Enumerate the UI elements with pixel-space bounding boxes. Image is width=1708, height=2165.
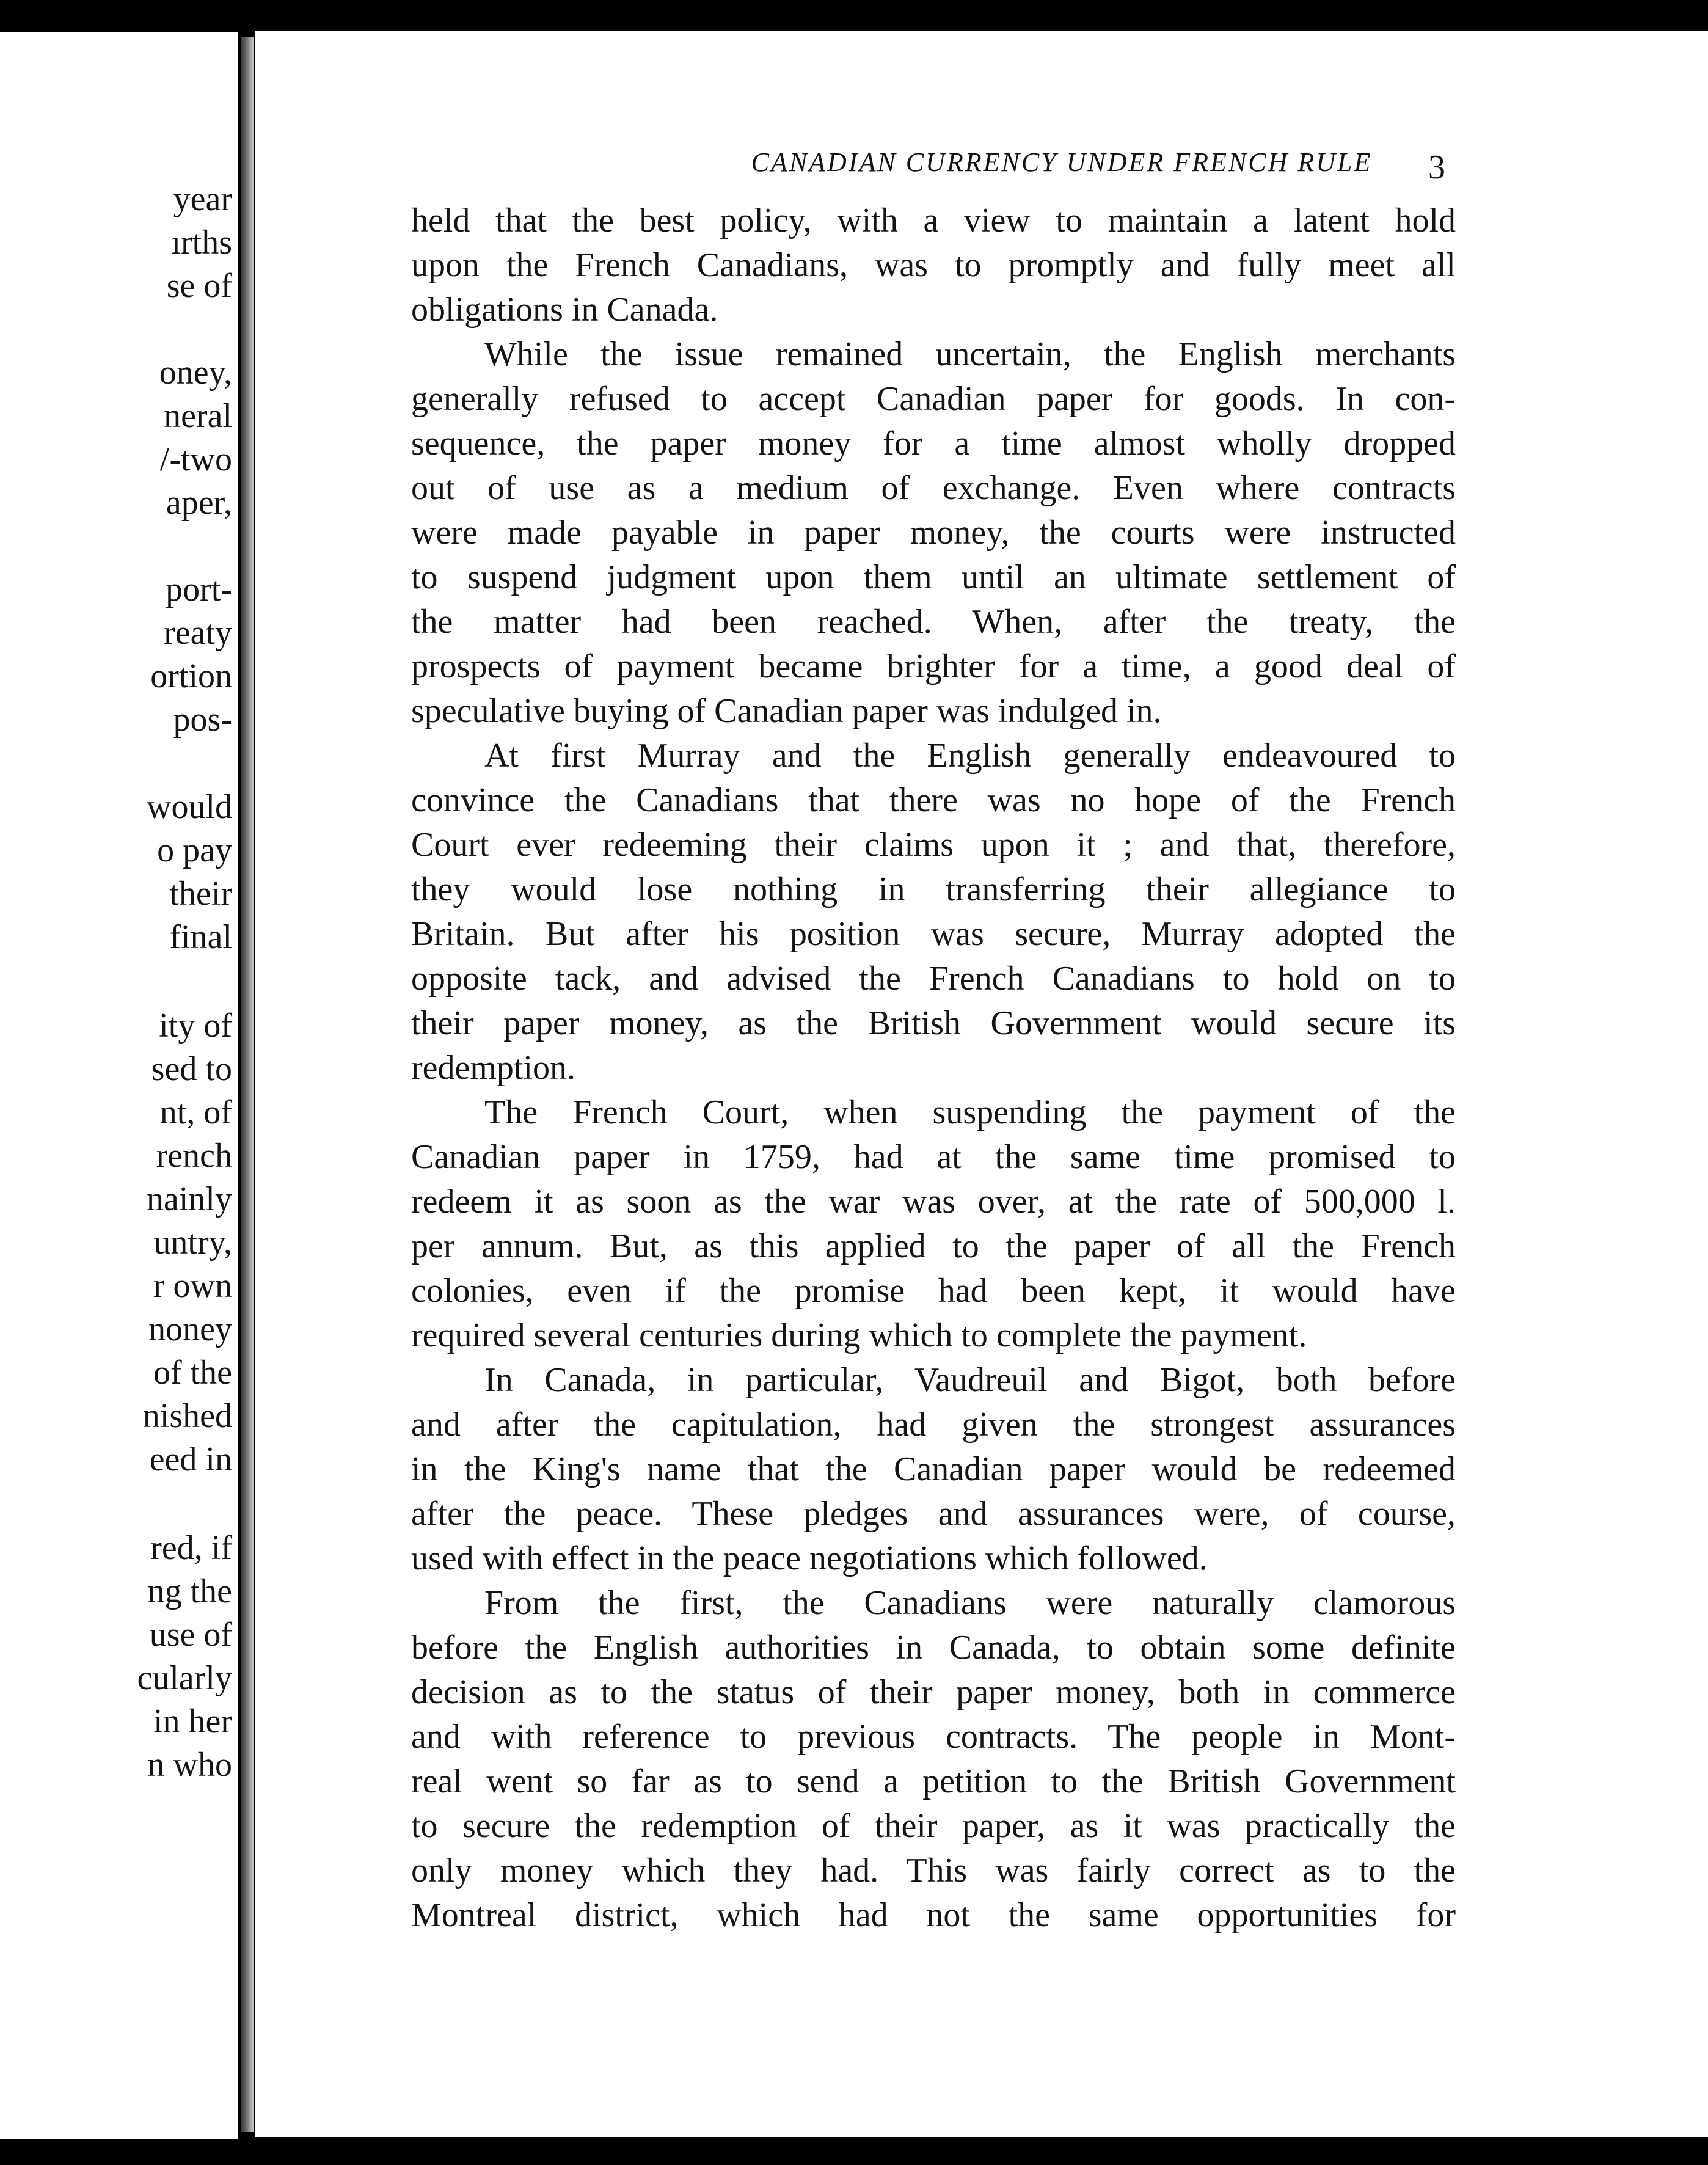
text-line: The French Court, when suspending the payment of the xyxy=(484,1093,1456,1131)
left-page-text-fragment: r own xyxy=(153,1267,232,1305)
left-page-text-fragment: neral xyxy=(164,397,232,435)
text-line: were made payable in paper money, the courts were instructed xyxy=(411,514,1456,552)
left-page-text-fragment: reaty xyxy=(164,614,232,652)
left-page-text-fragment: oney, xyxy=(159,354,232,392)
text-line: used with effect in the peace negotiations which followed. xyxy=(411,1539,1208,1577)
left-page-text-fragment: nished xyxy=(142,1397,232,1435)
right-page-edge xyxy=(1685,31,1708,2137)
text-line: real went so far as to send a petition to the British Government xyxy=(411,1762,1456,1800)
scan-speck xyxy=(330,13,338,16)
text-line: after the peace. These pledges and assurances were, of course, xyxy=(411,1495,1456,1533)
text-line: While the issue remained uncertain, the English merchants xyxy=(484,335,1456,373)
page-number: 3 xyxy=(1428,148,1445,186)
left-page-text-fragment: /-two xyxy=(159,440,232,478)
left-page-text-fragment: untry, xyxy=(153,1224,232,1261)
text-line: prospects of payment became brighter for a time, a good deal of xyxy=(411,648,1456,685)
left-page-text-fragment: se of xyxy=(166,267,232,305)
text-line: redemption. xyxy=(411,1049,576,1087)
left-page-text-fragment: red, if xyxy=(150,1529,232,1567)
text-line: the matter had been reached. When, after the treaty, the xyxy=(411,603,1456,641)
left-page-text-fragment: would xyxy=(147,788,232,826)
right-page xyxy=(255,31,1685,2137)
left-page-text-fragment: rench xyxy=(156,1137,232,1175)
text-line: colonies, even if the promise had been kept, it would have xyxy=(411,1272,1456,1310)
text-line: before the English authorities in Canada, to obtain some definite xyxy=(411,1629,1456,1667)
left-page-text-fragment: nainly xyxy=(147,1180,232,1218)
left-page-text-fragment: ng the xyxy=(147,1572,232,1610)
text-line: out of use as a medium of exchange. Even where contracts xyxy=(411,469,1456,507)
left-page-text-fragment: pos- xyxy=(173,701,232,739)
left-page-text-fragment: sed to xyxy=(151,1050,232,1088)
left-page-text-fragment: eed in xyxy=(149,1440,232,1478)
text-line: required several centuries during which to complete the payment. xyxy=(411,1316,1307,1354)
text-line: Montreal district, which had not the same opportunities for xyxy=(411,1896,1456,1934)
text-line: to suspend judgment upon them until an ultimate settlement of xyxy=(411,558,1456,596)
left-page-text-fragment: nt, of xyxy=(159,1093,232,1131)
left-page-text-fragment: ırths xyxy=(171,224,232,261)
left-page-text-fragment: in her xyxy=(153,1703,232,1740)
left-page-text-fragment: port- xyxy=(166,571,232,608)
text-line: decision as to the status of their paper money, both in commerce xyxy=(411,1673,1456,1711)
text-line: obligations in Canada. xyxy=(411,291,718,329)
left-page-text-fragment: ortion xyxy=(150,657,232,695)
text-line: their paper money, as the British Government would secure its xyxy=(411,1004,1456,1042)
text-line: In Canada, in particular, Vaudreuil and Bigot, both before xyxy=(484,1361,1456,1399)
text-line: in the King's name that the Canadian paper would be redeemed xyxy=(411,1450,1456,1488)
running-head: CANADIAN CURRENCY UNDER FRENCH RULE xyxy=(751,147,1373,177)
text-line: redeem it as soon as the war was over, at the rate of 500,000 l. xyxy=(411,1183,1456,1221)
text-line: held that the best policy, with a view to maintain a latent hold xyxy=(411,202,1456,239)
text-line: convince the Canadians that there was no hope of the French xyxy=(411,781,1456,819)
left-page-text-fragment: cularly xyxy=(137,1659,232,1697)
left-page-text-fragment: year xyxy=(173,180,232,218)
text-line: Court ever redeeming their claims upon it ; and that, therefore, xyxy=(411,826,1456,864)
left-page-text-fragment: use of xyxy=(149,1616,232,1654)
body-text xyxy=(411,199,1456,1938)
text-line: sequence, the paper money for a time almost wholly dropped xyxy=(411,425,1456,462)
left-page-text-fragment: noney xyxy=(148,1310,232,1348)
text-line: and with reference to previous contracts. The people in Mont- xyxy=(411,1718,1456,1756)
text-line: upon the French Canadians, was to promptly and fully meet all xyxy=(411,246,1456,284)
text-line: only money which they had. This was fairly correct as to the xyxy=(411,1852,1456,1889)
left-page-text-fragment: o pay xyxy=(157,831,232,869)
text-line: speculative buying of Canadian paper was indulged in. xyxy=(411,692,1162,730)
text-line: opposite tack, and advised the French Canadians to hold on to xyxy=(411,960,1456,998)
text-line: From the first, the Canadians were naturally clamorous xyxy=(484,1584,1456,1622)
text-line: and after the capitulation, had given the strongest assurances xyxy=(411,1406,1456,1444)
text-line: generally refused to accept Canadian paper for goods. In con- xyxy=(411,380,1456,418)
page-gutter xyxy=(241,37,254,2132)
left-page-text-fragment: ity of xyxy=(159,1007,232,1045)
left-page-text-fragment: n who xyxy=(147,1746,232,1784)
left-page-text-fragment: aper, xyxy=(166,484,232,522)
text-line: to secure the redemption of their paper, as it was practically the xyxy=(411,1807,1456,1845)
text-line: Britain. But after his position was secure, Murray adopted the xyxy=(411,915,1456,953)
text-line: per annum. But, as this applied to the paper of all the French xyxy=(411,1227,1456,1265)
left-page xyxy=(0,32,238,2139)
text-line: Canadian paper in 1759, had at the same time promised to xyxy=(411,1138,1456,1176)
left-page-text-fragment: final xyxy=(169,918,232,956)
scan-speck xyxy=(676,9,681,21)
text-line: At first Murray and the English generally endeavoured to xyxy=(484,737,1456,775)
left-page-text-fragment: their xyxy=(169,875,232,913)
text-line: they would lose nothing in transferring their allegiance to xyxy=(411,871,1456,908)
left-page-text-fragment: of the xyxy=(153,1354,232,1392)
